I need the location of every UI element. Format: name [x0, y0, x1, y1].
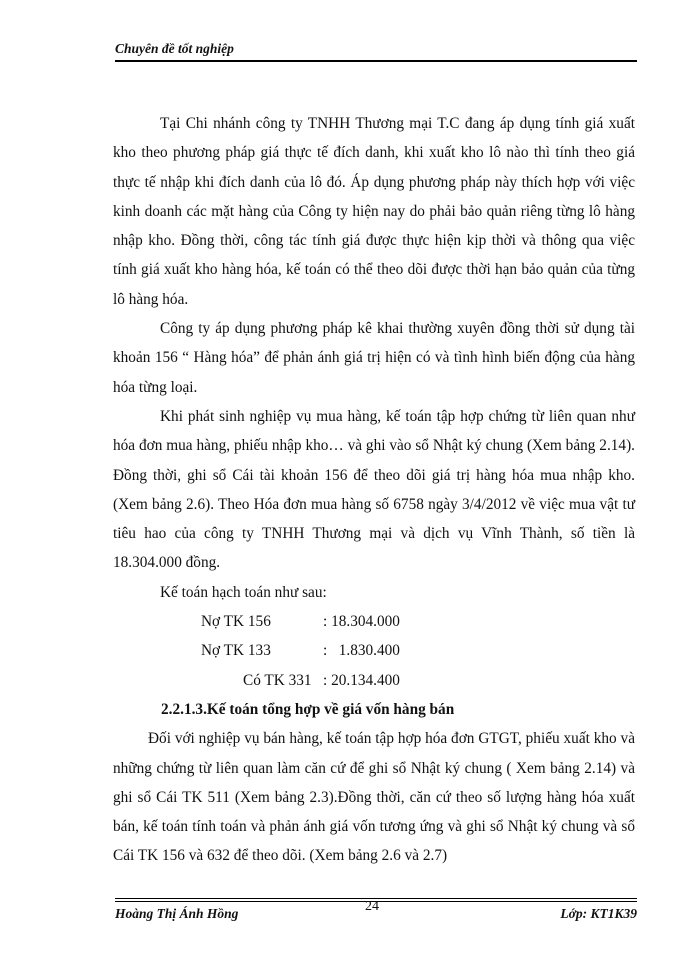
- page-header: [115, 41, 637, 63]
- entry-amount: : 18.304.000: [323, 613, 400, 631]
- entry-account: Có TK 331: [243, 671, 312, 689]
- journal-entry-debit-156: [113, 607, 635, 636]
- section-heading: 2.2.1.3.Kế toán tổng hợp về giá vốn hàng bán: [161, 700, 455, 718]
- header-title: Chuyên đề tốt nghiệp: [115, 41, 234, 56]
- document-body: [113, 109, 635, 871]
- paragraph-4: Kế toán hạch toán như sau:: [160, 583, 327, 601]
- entry-account: Nợ TK 156: [201, 613, 271, 631]
- entry-amount: : 1.830.400: [323, 642, 400, 660]
- paragraph-2: Công ty áp dụng phương pháp kê khai thường xuyên đồng thời sử dụng tài khoản 156 “ Hàng hóa” để phản ánh giá trị hiện có và tình hình biến động của hàng hóa từng loại.: [113, 320, 635, 396]
- journal-entry-debit-133: [113, 636, 635, 665]
- footer-class: Lớp: KT1K39: [560, 906, 637, 921]
- footer-author: Hoàng Thị Ánh Hồng: [115, 906, 239, 921]
- paragraph-5: Đối với nghiệp vụ bán hàng, kế toán tập hợp hóa đơn GTGT, phiếu xuất kho và những chứng từ liên quan làm căn cứ để ghi sổ Nhật ký chung ( Xem bảng 2.14) và ghi sổ Cái TK 511 (Xem bảng 2.3).Đồng thời, căn cứ theo số lượng hàng hóa xuất bán, kế toán tính toán và phản ánh giá vốn tương ứng và ghi sổ Nhật ký chung và sổ Cái TK 156 và 632 để theo dõi. (Xem bảng 2.6 và 2.7): [113, 730, 635, 865]
- entry-amount: : 20.134.400: [323, 671, 400, 689]
- paragraph-1: Tại Chi nhánh công ty TNHH Thương mại T.C đang áp dụng tính giá xuất kho theo phương pháp giá thực tế đích danh, khi xuất kho lô nào thì tính theo giá thực tế nhập khi đích danh của lô đó. Áp dụng phương pháp này thích hợp với việc kinh doanh các mặt hàng của Công ty hiện nay do phải bảo quản riêng từng lô hàng nhập kho. Đồng thời, công tác tính giá được thực hiện kịp thời và thông qua việc tính giá xuất kho hàng hóa, kế toán có thể theo dõi được thời hạn bảo quản của từng lô hàng hóa.: [113, 115, 635, 308]
- page-number: 24: [365, 899, 379, 914]
- paragraph-3: Khi phát sinh nghiệp vụ mua hàng, kế toán tập hợp chứng từ liên quan như hóa đơn mua hàng, phiếu nhập kho… và ghi vào sổ Nhật ký chung (Xem bảng 2.14). Đồng thời, ghi sổ Cái tài khoản 156 để theo dõi giá trị hàng hóa mua nhập kho. (Xem bảng 2.6). Theo Hóa đơn mua hàng số 6758 ngày 3/4/2012 về việc mua vật tư tiêu hao của công ty TNHH Thương mại và dịch vụ Vĩnh Thành, số tiền là 18.304.000 đồng.: [113, 407, 635, 572]
- entry-account: Nợ TK 133: [201, 642, 271, 660]
- header-rule: [115, 60, 637, 62]
- journal-entry-credit-331: [113, 666, 635, 695]
- page-footer: [115, 898, 637, 928]
